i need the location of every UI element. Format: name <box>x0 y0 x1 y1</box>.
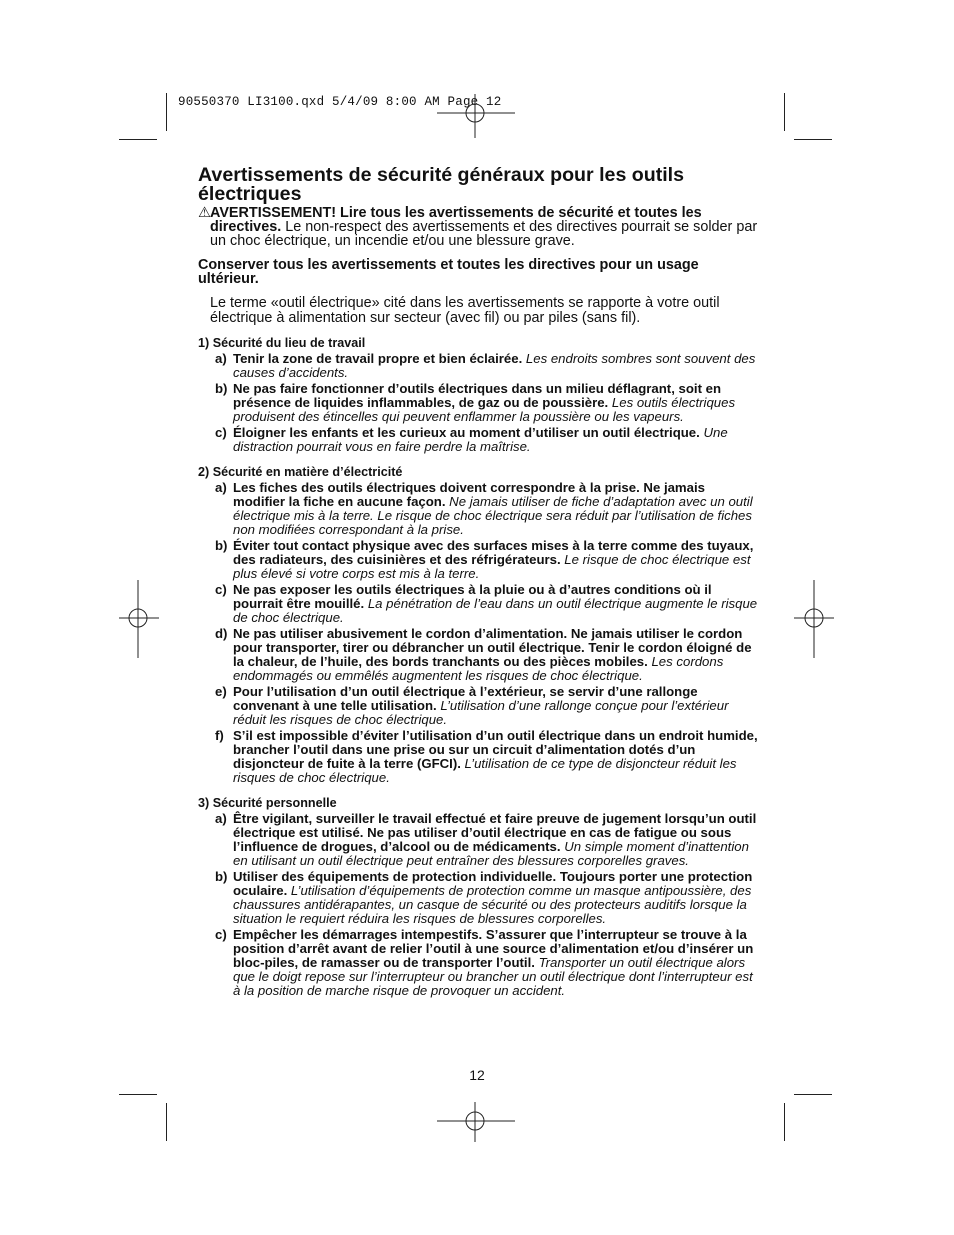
crop-mark-top-right-vertical <box>784 93 785 131</box>
safety-item <box>198 382 758 424</box>
item-explanation: Le risque de choc électrique est plus élevé si votre corps est mis à la terre. <box>233 552 751 581</box>
item-explanation: Transporter un outil électrique alors que le doigt repose sur l’interrupteur ou brancher un outil électrique dont l’interrupteur est à la position de marche risque de provoquer un accident. <box>233 955 753 998</box>
crop-mark-bottom-right-horizontal <box>794 1094 832 1095</box>
item-explanation: Un simple moment d’inattention en utilisant un outil électrique peut entraîner des blessures corporelles graves. <box>233 839 749 868</box>
item-directive: Les fiches des outils électriques doivent correspondre à la prise. Ne jamais modifier la fiche en aucune façon. <box>233 480 705 509</box>
item-directive: Ne pas utiliser abusivement le cordon d’alimentation. Ne jamais utiliser le cordon pour transporter, tirer ou débrancher un outil électrique. Tenir le cordon éloigné de la chaleur, de l’huile, des bords tranchants ou des pièces mobiles. <box>233 626 752 669</box>
crop-mark-bottom-left-vertical <box>166 1103 167 1141</box>
crop-mark-bottom-left-horizontal <box>119 1094 157 1095</box>
intro-paragraph: Le terme «outil électrique» cité dans les avertissements se rapporte à votre outil électrique à alimentation sur secteur (avec fil) ou par piles (sans fil). <box>210 295 720 326</box>
safety-item <box>198 627 758 683</box>
warning-bold-text: AVERTISSEMENT! Lire tous les avertissements de sécurité et toutes les directives. <box>210 205 702 235</box>
page-title: Avertissements de sécurité généraux pour les outils électriques <box>198 164 685 205</box>
crop-mark-top-left-horizontal <box>119 139 157 140</box>
page-number: 12 <box>469 1067 485 1083</box>
item-directive: Ne pas faire fonctionner d’outils électriques dans un milieu déflagrant, soit en présence de liquides inflammables, de gaz ou de poussière. <box>233 381 722 410</box>
item-letter: b) <box>215 381 228 396</box>
item-explanation: Les endroits sombres sont souvent des causes d’accidents. <box>233 351 756 380</box>
item-explanation: Ne jamais utiliser de fiche d’adaptation avec un outil électrique mis à la terre. Le risque de choc électrique sera réduit par l’utilisation de fiches non modifiées correspondant à la prise. <box>233 494 753 537</box>
registration-mark-right <box>794 580 834 658</box>
section-heading: 3) Sécurité personnelle <box>198 796 337 810</box>
registration-mark-top <box>437 94 515 138</box>
safety-item <box>198 352 758 380</box>
item-letter: e) <box>215 684 227 699</box>
crop-mark-top-left-vertical <box>166 93 167 131</box>
page-content <box>198 166 758 998</box>
section-heading: 2) Sécurité en matière d’électricité <box>198 465 403 479</box>
item-explanation: La pénétration de l’eau dans un outil électrique augmente le risque de choc électrique. <box>233 596 758 625</box>
item-letter: d) <box>215 626 228 641</box>
crop-mark-top-right-horizontal <box>794 139 832 140</box>
item-directive: Éloigner les enfants et les curieux au moment d’utiliser un outil électrique. <box>233 425 700 440</box>
item-letter: a) <box>215 351 227 366</box>
safety-item <box>198 870 758 926</box>
item-directive: S’il est impossible d’éviter l’utilisation d’un outil électrique dans un endroit humide, brancher l’outil dans une prise ou sur un circuit d’alimentation dotés d’un disjoncteur de fuite à la terre (GFCI). <box>233 728 758 771</box>
item-letter: a) <box>215 811 227 826</box>
safety-item <box>198 812 758 868</box>
item-explanation: Les cordons endommagés ou emmêlés augmentent les risques de choc électrique. <box>233 654 724 683</box>
item-letter: f) <box>215 728 224 743</box>
section-heading: 1) Sécurité du lieu de travail <box>198 336 366 350</box>
item-explanation: L’utilisation d’équipements de protection comme un masque antipoussière, des chaussures antidérapantes, un casque de sécurité ou des protecteurs auditifs lorsque la situation le requiert réduira les risques de blessures corporelles. <box>233 883 752 926</box>
item-letter: b) <box>215 538 228 553</box>
item-letter: c) <box>215 425 227 440</box>
safety-item <box>198 729 758 785</box>
item-explanation: L’utilisation de ce type de disjoncteur réduit les risques de choc électrique. <box>233 756 737 785</box>
safety-item <box>198 583 758 625</box>
general-warning <box>198 206 758 248</box>
item-letter: b) <box>215 869 228 884</box>
crop-mark-bottom-right-vertical <box>784 1103 785 1141</box>
item-letter: c) <box>215 582 227 597</box>
safety-sections <box>198 336 758 998</box>
warning-text: Le non-respect des avertissements et des directives pourrait se solder par un choc électrique, un incendie et/ou une blessure grave. <box>210 219 758 249</box>
warning-triangle-icon: ⚠ <box>198 205 211 221</box>
safety-item <box>198 685 758 727</box>
item-directive: Ne pas exposer les outils électriques à la pluie ou à d’autres conditions où il pourrait être mouillé. <box>233 582 712 611</box>
item-letter: a) <box>215 480 227 495</box>
item-directive: Utiliser des équipements de protection individuelle. Toujours porter une protection oculaire. <box>233 869 753 898</box>
registration-mark-bottom <box>437 1102 515 1142</box>
item-directive: Tenir la zone de travail propre et bien éclairée. <box>233 351 523 366</box>
safety-item <box>198 539 758 581</box>
conserve-instructions: Conserver tous les avertissements et toutes les directives pour un usage ultérieur. <box>198 257 699 287</box>
safety-item <box>198 426 758 454</box>
print-slug: 90550370 LI3100.qxd 5/4/09 8:00 AM Page 12 <box>178 95 502 109</box>
item-explanation: Les outils électriques produisent des étincelles qui peuvent enflammer la poussière ou les vapeurs. <box>233 395 736 424</box>
item-directive: Empêcher les démarrages intempestifs. S’assurer que l’interrupteur se trouve à la position d’arrêt avant de relier l’outil à une source d’alimentation et/ou d’insérer un bloc-piles, de ramasser ou de transporter l’outil. <box>233 927 754 970</box>
safety-item <box>198 928 758 998</box>
item-explanation: Une distraction pourrait vous en faire perdre la maîtrise. <box>233 425 728 454</box>
registration-mark-left <box>119 580 159 658</box>
item-directive: Pour l’utilisation d’un outil électrique à l’extérieur, se servir d’une rallonge convenant à une telle utilisation. <box>233 684 698 713</box>
item-explanation: L’utilisation d’une rallonge conçue pour l’extérieur réduit les risques de choc électrique. <box>233 698 729 727</box>
item-directive: Être vigilant, surveiller le travail effectué et faire preuve de jugement lorsqu’un outil électrique est utilisé. Ne pas utiliser d’outil électrique en cas de fatigue ou sous l’influence de drogues, d’alcool ou de médicaments. <box>233 811 757 854</box>
item-letter: c) <box>215 927 227 942</box>
item-directive: Éviter tout contact physique avec des surfaces mises à la terre comme des tuyaux, des radiateurs, des cuisinières et des réfrigérateurs. <box>233 538 754 567</box>
safety-item <box>198 481 758 537</box>
